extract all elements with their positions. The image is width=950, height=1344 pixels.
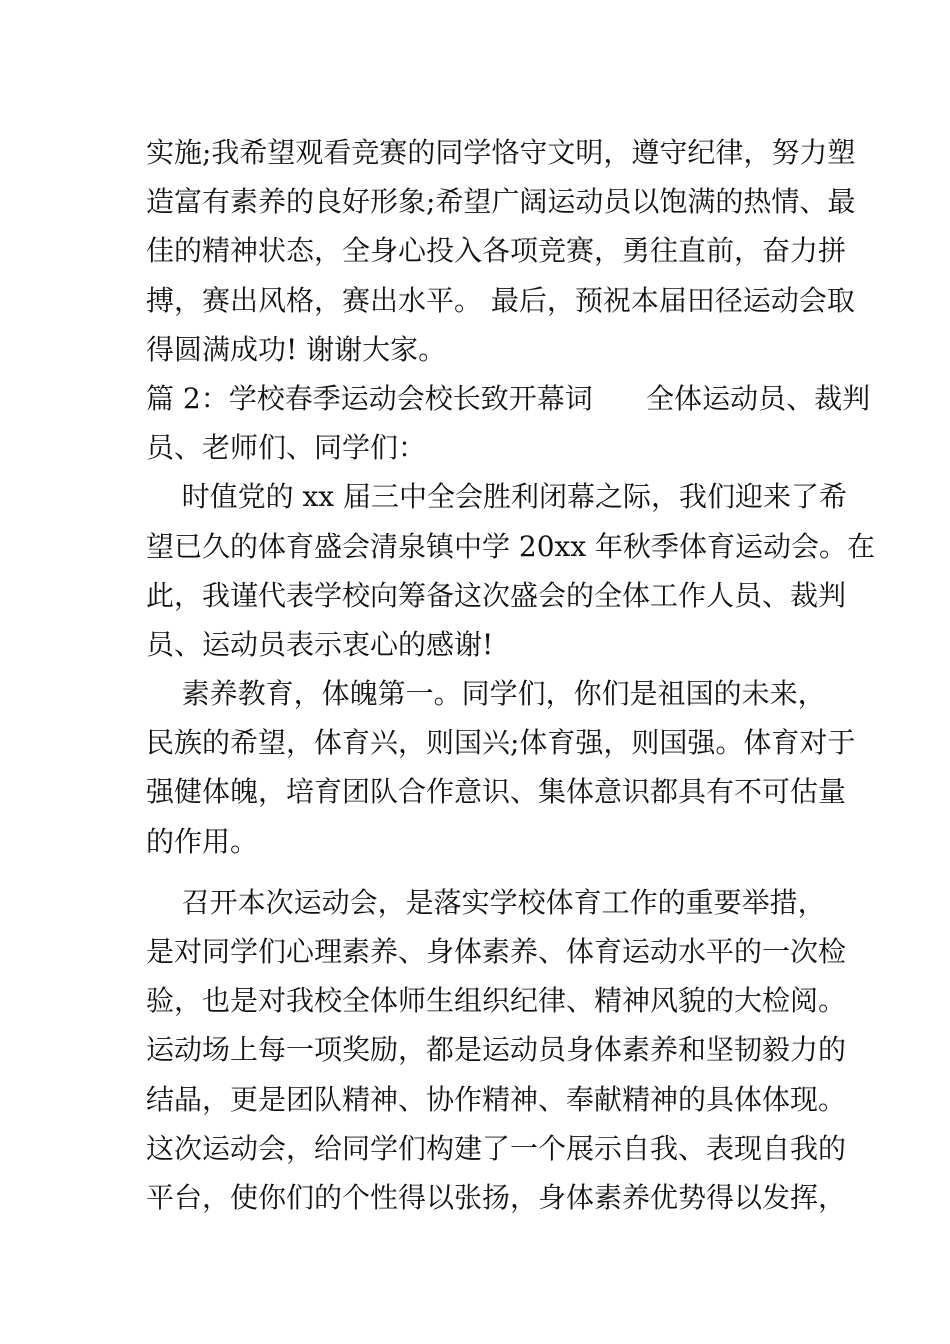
text-line: 强健体魄，培育团队合作意识、集体意识都具有不可估量 xyxy=(146,775,847,809)
text-line: 召开本次运动会，是落实学校体育工作的重要举措， xyxy=(146,885,826,919)
text-line: 这次运动会，给同学们构建了一个展示自我、表现自我的 xyxy=(146,1131,847,1165)
section-heading-line: 篇 2：学校春季运动会校长致开幕词 全体运动员、裁判 xyxy=(146,381,871,415)
text-line: 运动场上每一项奖励，都是运动员身体素养和坚韧毅力的 xyxy=(146,1033,847,1067)
text-line: 验，也是对我校全体师生组织纪律、精神风貌的大检阅。 xyxy=(146,984,847,1018)
text-line: 造富有素养的良好形象;希望广阔运动员以饱满的热情、最 xyxy=(146,185,856,219)
text-line: 的作用。 xyxy=(146,824,259,858)
paragraph-gap xyxy=(146,866,806,878)
text-line: 员、老师们、同学们： xyxy=(146,431,427,465)
text-line: 时值党的 xx 届三中全会胜利闭幕之际，我们迎来了希 xyxy=(146,480,847,514)
text-line: 望已久的体育盛会清泉镇中学 20xx 年秋季体育运动会。在 xyxy=(146,529,876,563)
text-line: 搏，赛出风格，赛出水平。 最后，预祝本届田径运动会取 xyxy=(146,283,855,317)
text-line: 素养教育，体魄第一。同学们，你们是祖国的未来， xyxy=(146,677,826,711)
text-line: 平台，使你们的个性得以张扬，身体素养优势得以发挥， xyxy=(146,1180,847,1214)
text-line: 结晶，更是团队精神、协作精神、奉献精神的具体体现。 xyxy=(146,1082,847,1116)
text-line: 得圆满成功! 谢谢大家。 xyxy=(146,332,447,366)
text-line: 此，我谨代表学校向筹备这次盛会的全体工作人员、裁判 xyxy=(146,578,847,612)
text-line: 是对同学们心理素养、身体素养、体育运动水平的一次检 xyxy=(146,935,847,968)
text-line: 员、运动员表示衷心的感谢! xyxy=(146,627,494,661)
text-line: 实施;我希望观看竞赛的同学恪守文明，遵守纪律，努力塑 xyxy=(146,136,856,169)
text-line: 民族的希望，体育兴，则国兴;体育强，则国强。体育对于 xyxy=(146,726,856,760)
document-body xyxy=(146,128,876,1222)
text-line: 佳的精神状态，全身心投入各项竞赛，勇往直前，奋力拼 xyxy=(146,234,847,268)
